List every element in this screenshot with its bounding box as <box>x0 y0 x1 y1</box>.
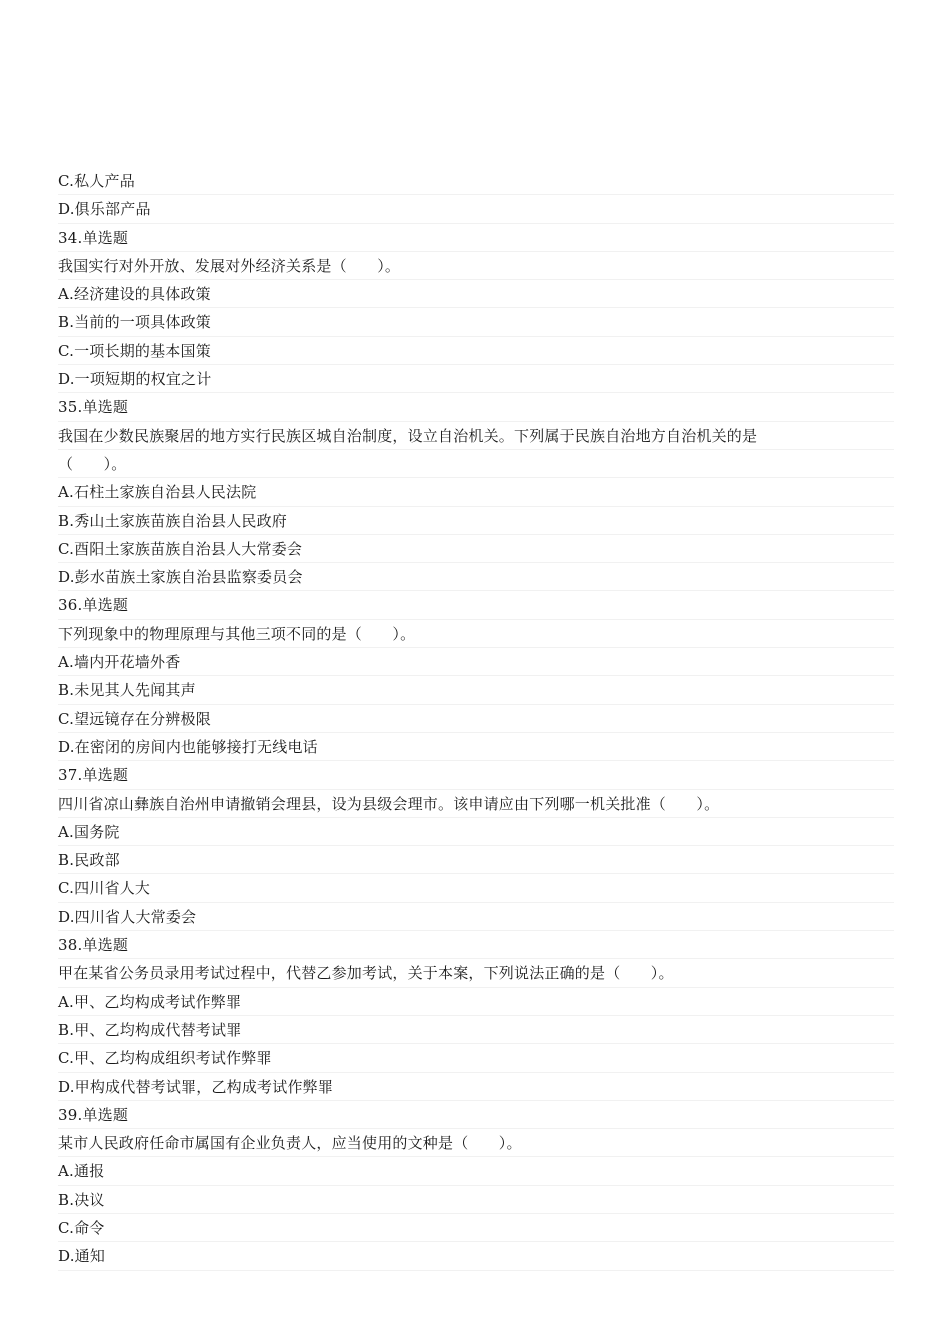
option-a: A.甲、乙均构成考试作弊罪 <box>58 988 894 1016</box>
option-a: A.经济建设的具体政策 <box>58 280 894 308</box>
option-a: A.墙内开花墙外香 <box>58 648 894 676</box>
option-c: C.私人产品 <box>58 167 894 195</box>
option-d: D.甲构成代替考试罪，乙构成考试作弊罪 <box>58 1073 894 1101</box>
option-d: D.彭水苗族土家族自治县监察委员会 <box>58 563 894 591</box>
question-stem-continued: （ ）。 <box>58 450 894 478</box>
option-b: B.未见其人先闻其声 <box>58 676 894 704</box>
option-d: D.通知 <box>58 1242 894 1270</box>
option-c: C.甲、乙均构成组织考试作弊罪 <box>58 1044 894 1072</box>
option-b: B.民政部 <box>58 846 894 874</box>
option-d: D.俱乐部产品 <box>58 195 894 223</box>
question-36 <box>58 591 894 761</box>
option-a: A.通报 <box>58 1157 894 1185</box>
option-d: D.在密闭的房间内也能够接打无线电话 <box>58 733 894 761</box>
option-c: C.酉阳土家族苗族自治县人大常委会 <box>58 535 894 563</box>
question-35 <box>58 393 894 591</box>
option-b: B.当前的一项具体政策 <box>58 308 894 336</box>
option-a: A.石柱土家族自治县人民法院 <box>58 478 894 506</box>
option-c: C.四川省人大 <box>58 874 894 902</box>
option-a: A.国务院 <box>58 818 894 846</box>
document-page <box>58 167 894 1271</box>
question-34 <box>58 224 894 394</box>
question-header: 37.单选题 <box>58 761 894 789</box>
question-stem: 甲在某省公务员录用考试过程中，代替乙参加考试，关于本案，下列说法正确的是（ ）。 <box>58 959 894 987</box>
option-c: C.命令 <box>58 1214 894 1242</box>
question-stem: 某市人民政府任命市属国有企业负责人，应当使用的文种是（ ）。 <box>58 1129 894 1157</box>
question-header: 36.单选题 <box>58 591 894 619</box>
question-stem: 我国在少数民族聚居的地方实行民族区城自治制度，设立自治机关。下列属于民族自治地方自治机关的是 <box>58 422 894 450</box>
question-38 <box>58 931 894 1101</box>
option-b: B.秀山土家族苗族自治县人民政府 <box>58 507 894 535</box>
question-header: 39.单选题 <box>58 1101 894 1129</box>
option-d: D.一项短期的权宜之计 <box>58 365 894 393</box>
question-stem: 四川省凉山彝族自治州申请撤销会理县，设为县级会理市。该申请应由下列哪一机关批准（ ）。 <box>58 790 894 818</box>
question-stem: 下列现象中的物理原理与其他三项不同的是（ ）。 <box>58 620 894 648</box>
question-header: 34.单选题 <box>58 224 894 252</box>
question-39 <box>58 1101 894 1271</box>
question-37 <box>58 761 894 931</box>
option-d: D.四川省人大常委会 <box>58 903 894 931</box>
question-header: 38.单选题 <box>58 931 894 959</box>
question-stem: 我国实行对外开放、发展对外经济关系是（ ）。 <box>58 252 894 280</box>
option-b: B.甲、乙均构成代替考试罪 <box>58 1016 894 1044</box>
previous-question-options <box>58 167 894 224</box>
option-b: B.决议 <box>58 1186 894 1214</box>
option-c: C.望远镜存在分辨极限 <box>58 705 894 733</box>
question-header: 35.单选题 <box>58 393 894 421</box>
option-c: C.一项长期的基本国策 <box>58 337 894 365</box>
